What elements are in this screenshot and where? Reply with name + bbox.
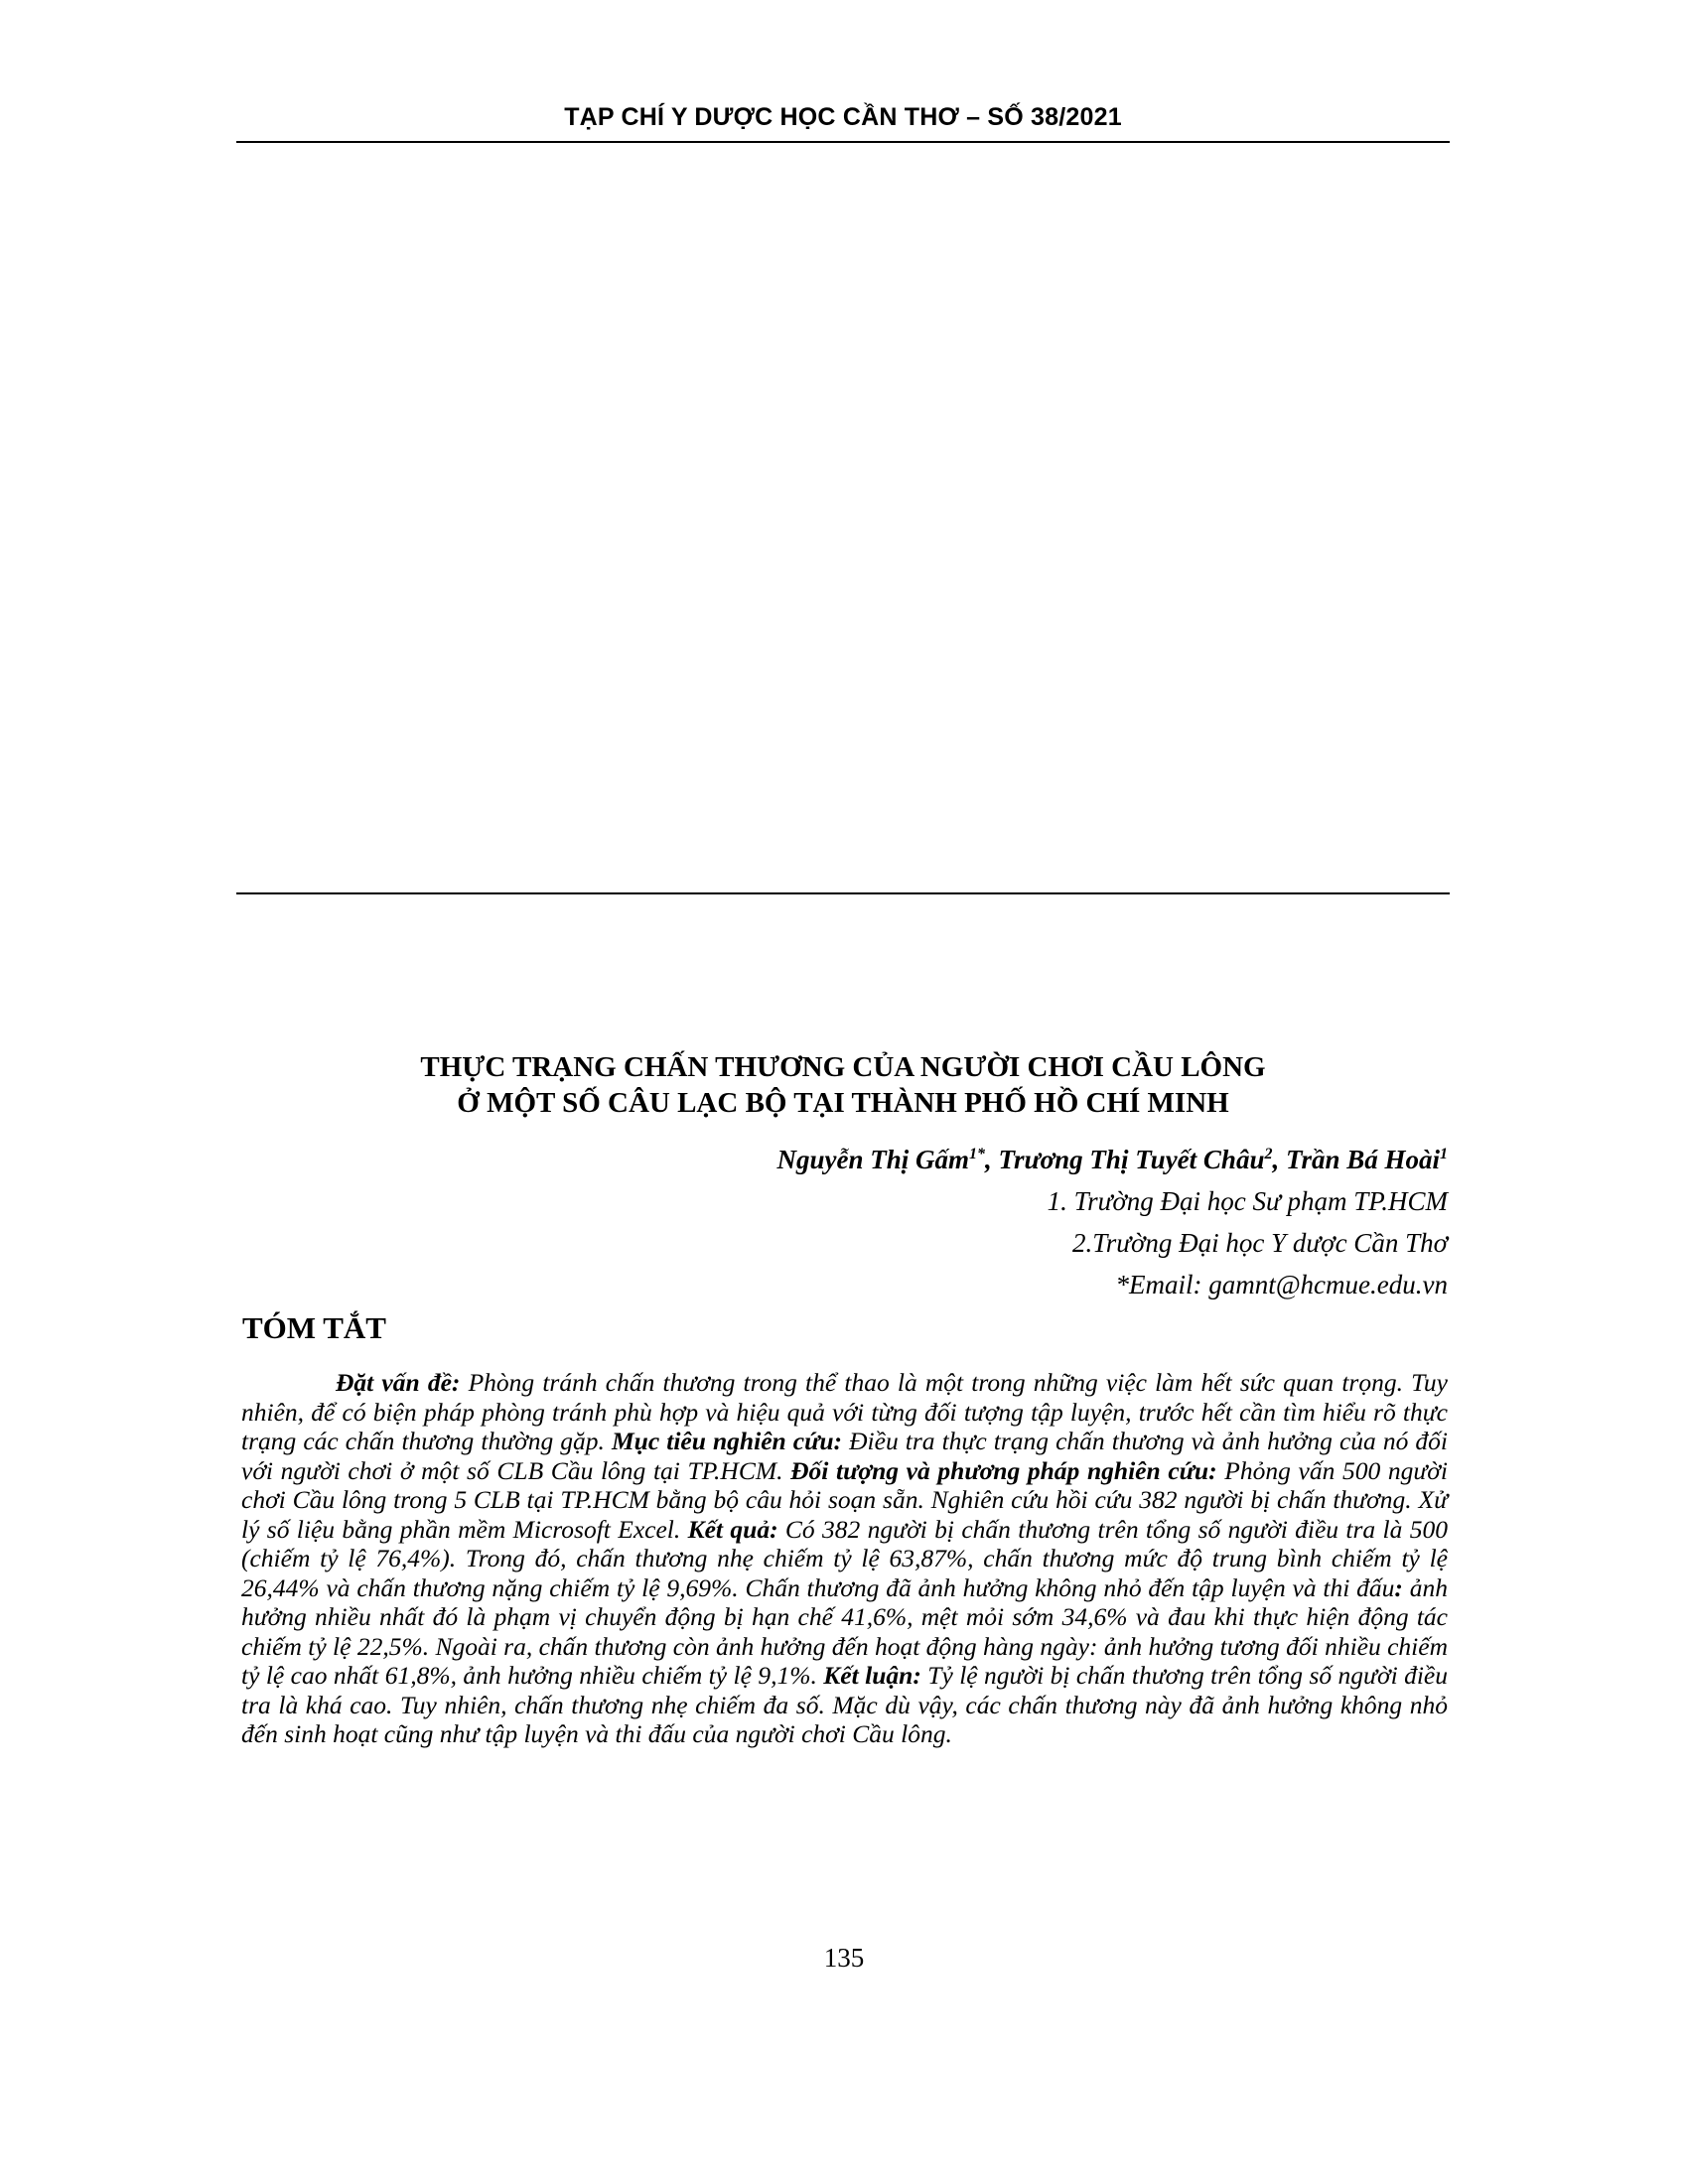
background-text: Phòng tránh chấn thương trong thể thao là một trong những việc làm hết sức quan trọng. Tuy nhiên, để có biện pháp phòng tránh phù hợp và hiệu quả với từng đối tượng tập luyện, trước hết cần tìm hiểu rõ thực trạng các chấn thương thường gặp. [241,1368,1448,1455]
methods-label: Đối tượng và phương pháp nghiên cứu: [790,1455,1217,1485]
author-mark: 2 [1264,1146,1273,1162]
article-title-line-1: THỰC TRẠNG CHẤN THƯƠNG CỦA NGƯỜI CHƠI CẦU LÔNG [420,1051,1266,1083]
author-separator: , [1272,1145,1286,1174]
journal-header: TẠP CHÍ Y DƯỢC HỌC CẦN THƠ – SỐ 38/2021 [564,103,1122,131]
background-label: Đặt vấn đề: [336,1368,461,1397]
author-block [776,1139,1448,1305]
page-number: 135 [823,1943,865,1973]
author-separator: , [985,1145,999,1174]
affiliation-1: 1. Trường Đại học Sư phạm TP.HCM [1047,1186,1448,1216]
header-divider [236,141,1450,143]
article-title [236,1049,1450,1121]
author-name: Trần Bá Hoài [1285,1145,1440,1174]
section-divider [236,892,1450,894]
objectives-text: Điều tra thực trạng chấn thương và ảnh hưởng của nó đối với người chơi ở một số CLB Cầu lông tại TP.HCM. [241,1427,1449,1485]
author-mark: 1* [969,1146,985,1162]
results-text-continued: ảnh hưởng nhiều nhất đó là phạm vị chuyển động bị hạn chế 41,6%, mệt mỏi sớm 34,6% và đau khi thực hiện động tác chiếm tỷ lệ 22,5%. Ngoài ra, chấn thương còn ảnh hưởng đến hoạt động hàng ngày: ảnh hưởng tương đối nhiều chiếm tỷ lệ cao nhất 61,8%, ảnh hưởng nhiều chiếm tỷ lệ 9,1%. [241,1572,1448,1690]
conclusion-text: Tỷ lệ người bị chấn thương trên tổng số người điều tra là khá cao. Tuy nhiên, chấn thương nhẹ chiếm đa số. Mặc dù vậy, các chấn thương này đã ảnh hưởng không nhỏ đến sinh hoạt cũng như tập luyện và thi đấu của người chơi Cầu lông. [241,1661,1448,1748]
conclusion-label: Kết luận: [823,1661,921,1690]
author-mark: 1 [1440,1146,1448,1162]
abstract-body [241,1368,1448,1749]
corresponding-email: *Email: gamnt@hcmue.edu.vn [1115,1270,1448,1299]
author-list [776,1139,1448,1180]
author-name: Trương Thị Tuyết Châu [998,1145,1265,1174]
results-label: Kết quả: [687,1514,778,1544]
objectives-label: Mục tiêu nghiên cứu: [612,1427,843,1455]
results-colon: : [1394,1572,1403,1602]
affiliation-2: 2.Trường Đại học Y dược Cần Thơ [1072,1228,1448,1258]
author-name: Nguyễn Thị Gấm [776,1145,969,1174]
abstract-heading: TÓM TẮT [242,1310,386,1345]
results-text: Có 382 người bị chấn thương trên tổng số người điều tra là 500 (chiếm tỷ lệ 76,4%). Trong đó, chấn thương nhẹ chiếm tỷ lệ 63,87%, chấn thương mức độ trung bình chiếm tỷ lệ 26,44% và chấn thương nặng chiếm tỷ lệ 9,69%. Chấn thương đã ảnh hưởng không nhỏ đến tập luyện và thi đấu [241,1514,1448,1602]
article-title-line-2: Ở MỘT SỐ CÂU LẠC BỘ TẠI THÀNH PHỐ HỒ CHÍ MINH [457,1087,1229,1119]
methods-text: Phỏng vấn 500 người chơi Cầu lông trong 5 CLB tại TP.HCM bằng bộ câu hỏi soạn sẵn. Nghiên cứu hồi cứu 382 người bị chấn thương. Xử lý số liệu bằng phần mềm Microsoft Excel. [241,1455,1449,1544]
